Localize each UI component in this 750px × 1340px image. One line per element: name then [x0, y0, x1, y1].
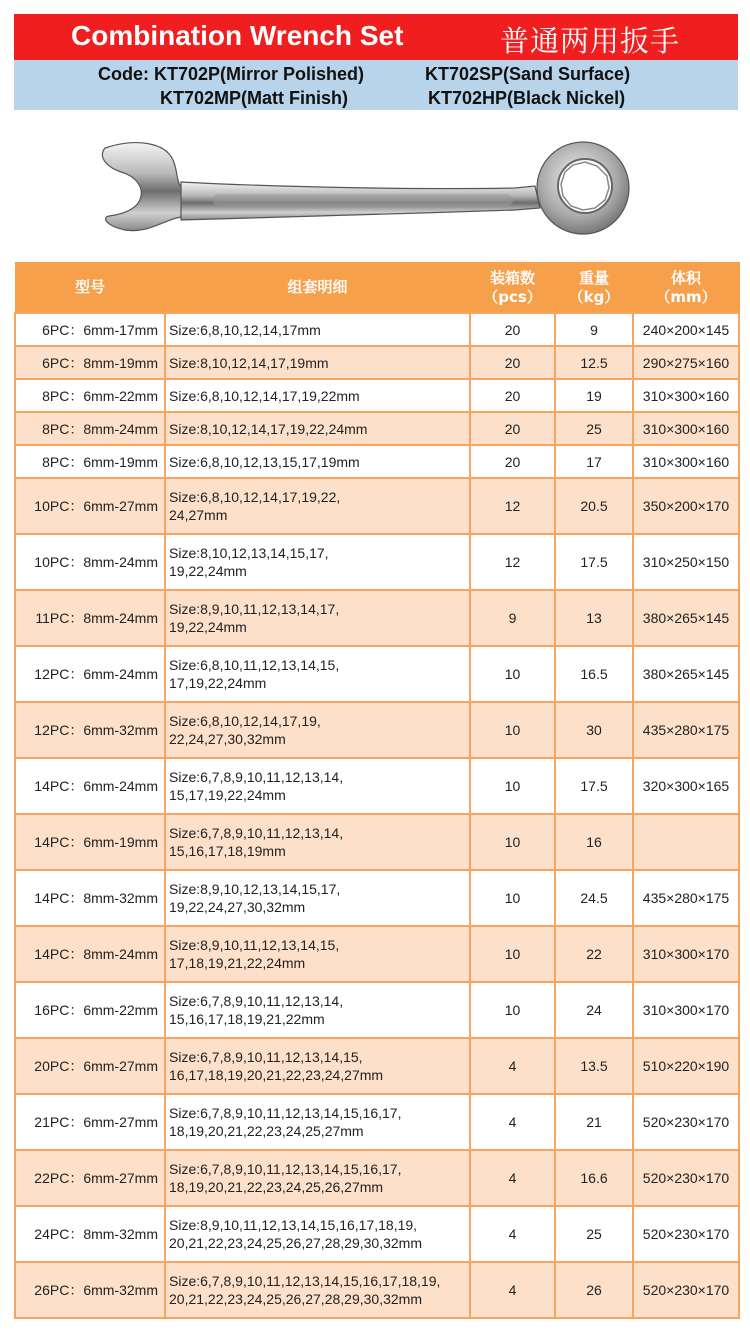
detail-line: Size:6,7,8,9,10,11,12,13,14,15,16,17,18,19, — [169, 1273, 441, 1289]
cell-detail — [165, 646, 470, 702]
cell-weight: 16 — [555, 814, 633, 870]
cell-detail — [165, 313, 470, 346]
detail-line: 15,16,17,18,19,21,22mm — [169, 1011, 325, 1027]
code-mirror-polished: Code: KT702P(Mirror Polished) — [98, 64, 365, 84]
cell-model: 24PC：8mm-32mm — [15, 1206, 165, 1262]
cell-weight: 21 — [555, 1094, 633, 1150]
detail-line: Size:6,8,10,12,14,17mm — [169, 321, 321, 338]
cell-volume — [633, 814, 739, 870]
cell-detail — [165, 982, 470, 1038]
cell-detail — [165, 590, 470, 646]
code-matt-finish: KT702MP(Matt Finish) — [160, 88, 349, 108]
detail-line: 18,19,20,21,22,23,24,25,26,27mm — [169, 1179, 384, 1195]
cell-detail — [165, 534, 470, 590]
header-model: 型号 — [15, 263, 165, 314]
cell-qty: 10 — [470, 982, 555, 1038]
table-row — [15, 1038, 739, 1094]
cell-volume: 520×230×170 — [633, 1150, 739, 1206]
table-row — [15, 982, 739, 1038]
table-row — [15, 870, 739, 926]
cell-volume: 510×220×190 — [633, 1038, 739, 1094]
table-row — [15, 702, 739, 758]
cell-detail — [165, 346, 470, 379]
table-row — [15, 412, 739, 445]
cell-volume: 320×300×165 — [633, 758, 739, 814]
detail-line: 17,18,19,21,22,24mm — [169, 955, 306, 971]
detail-line: Size:8,10,12,13,14,15,17, — [169, 545, 329, 561]
cell-weight: 9 — [555, 313, 633, 346]
cell-model: 14PC：6mm-19mm — [15, 814, 165, 870]
table-row — [15, 478, 739, 534]
cell-volume: 310×300×160 — [633, 412, 739, 445]
cell-detail — [165, 1094, 470, 1150]
detail-line: Size:8,9,10,12,13,14,15,17, — [169, 881, 341, 897]
cell-qty: 10 — [470, 814, 555, 870]
cell-qty: 10 — [470, 870, 555, 926]
cell-volume: 435×280×175 — [633, 702, 739, 758]
detail-line: Size:6,7,8,9,10,11,12,13,14, — [169, 825, 344, 841]
table-body — [15, 313, 739, 1318]
cell-weight: 17.5 — [555, 758, 633, 814]
cell-model: 11PC：8mm-24mm — [15, 590, 165, 646]
detail-line: Size:6,8,10,12,14,17,19,22mm — [169, 387, 360, 404]
cell-qty: 4 — [470, 1262, 555, 1318]
cell-qty: 9 — [470, 590, 555, 646]
cell-model: 8PC：8mm-24mm — [15, 412, 165, 445]
cell-volume: 310×250×150 — [633, 534, 739, 590]
cell-qty: 10 — [470, 758, 555, 814]
detail-line: Size:6,7,8,9,10,11,12,13,14,15,16,17, — [169, 1161, 402, 1177]
cell-qty: 4 — [470, 1206, 555, 1262]
cell-detail — [165, 870, 470, 926]
cell-weight: 26 — [555, 1262, 633, 1318]
cell-model: 10PC：8mm-24mm — [15, 534, 165, 590]
cell-qty: 20 — [470, 445, 555, 478]
detail-line: Size:6,8,10,12,13,15,17,19mm — [169, 453, 360, 470]
cell-weight: 16.6 — [555, 1150, 633, 1206]
cell-qty: 20 — [470, 346, 555, 379]
cell-qty: 20 — [470, 412, 555, 445]
cell-detail — [165, 926, 470, 982]
detail-line: 22,24,27,30,32mm — [169, 731, 286, 747]
detail-line: Size:6,7,8,9,10,11,12,13,14,15,16,17, — [169, 1105, 402, 1121]
cell-qty: 20 — [470, 313, 555, 346]
cell-weight: 17.5 — [555, 534, 633, 590]
table-row — [15, 814, 739, 870]
cell-weight: 20.5 — [555, 478, 633, 534]
cell-volume: 310×300×160 — [633, 379, 739, 412]
cell-volume: 380×265×145 — [633, 646, 739, 702]
cell-model: 10PC：6mm-27mm — [15, 478, 165, 534]
cell-volume: 435×280×175 — [633, 870, 739, 926]
table-row — [15, 1206, 739, 1262]
cell-weight: 22 — [555, 926, 633, 982]
detail-line: Size:6,7,8,9,10,11,12,13,14, — [169, 993, 344, 1009]
cell-detail — [165, 1038, 470, 1094]
cell-model: 12PC：6mm-32mm — [15, 702, 165, 758]
cell-model: 8PC：6mm-22mm — [15, 379, 165, 412]
cell-model: 22PC：6mm-27mm — [15, 1150, 165, 1206]
header-weight: 重量 （kg） — [555, 263, 633, 314]
detail-line: Size:8,9,10,11,12,13,14,15, — [169, 937, 340, 953]
detail-line: Size:6,8,10,12,14,17,19,22, — [169, 489, 341, 505]
detail-line: 18,19,20,21,22,23,24,25,27mm — [169, 1123, 364, 1139]
cell-volume: 310×300×170 — [633, 926, 739, 982]
detail-line: 15,17,19,22,24mm — [169, 787, 286, 803]
table-row — [15, 1262, 739, 1318]
detail-line: Size:8,10,12,14,17,19mm — [169, 354, 329, 371]
header-detail: 组套明细 — [165, 263, 470, 314]
cell-model: 12PC：6mm-24mm — [15, 646, 165, 702]
detail-line: 24,27mm — [169, 507, 228, 523]
cell-model: 8PC：6mm-19mm — [15, 445, 165, 478]
cell-qty: 4 — [470, 1038, 555, 1094]
title-banner — [14, 14, 738, 60]
detail-line: Size:8,9,10,11,12,13,14,17, — [169, 601, 340, 617]
code-black-nickel: KT702HP(Black Nickel) — [428, 88, 626, 108]
cell-volume: 380×265×145 — [633, 590, 739, 646]
cell-qty: 4 — [470, 1094, 555, 1150]
cell-qty: 20 — [470, 379, 555, 412]
cell-weight: 12.5 — [555, 346, 633, 379]
cell-weight: 30 — [555, 702, 633, 758]
product-code-banner — [14, 60, 738, 110]
detail-line: Size:6,8,10,11,12,13,14,15, — [169, 657, 340, 673]
detail-line: Size:6,7,8,9,10,11,12,13,14,15, — [169, 1049, 363, 1065]
cell-qty: 12 — [470, 478, 555, 534]
table-row — [15, 758, 739, 814]
cell-weight: 25 — [555, 412, 633, 445]
cell-weight: 25 — [555, 1206, 633, 1262]
header-qty: 装箱数 （pcs） — [470, 263, 555, 314]
code-sand-surface: KT702SP(Sand Surface) — [425, 64, 631, 84]
cell-detail — [165, 445, 470, 478]
cell-volume: 310×300×160 — [633, 445, 739, 478]
cell-detail — [165, 379, 470, 412]
cell-detail — [165, 1150, 470, 1206]
title-chinese: 普通两用扳手 — [500, 24, 681, 58]
cell-qty: 10 — [470, 646, 555, 702]
detail-line: Size:8,10,12,14,17,19,22,24mm — [169, 420, 368, 437]
cell-detail — [165, 412, 470, 445]
cell-model: 6PC：8mm-19mm — [15, 346, 165, 379]
table-row — [15, 445, 739, 478]
detail-line: 19,22,24mm — [169, 619, 247, 635]
detail-line: 19,22,24,27,30,32mm — [169, 899, 306, 915]
header-volume: 体积 （mm） — [633, 263, 739, 314]
cell-model: 21PC：6mm-27mm — [15, 1094, 165, 1150]
cell-model: 16PC：6mm-22mm — [15, 982, 165, 1038]
detail-line: 19,22,24mm — [169, 563, 247, 579]
cell-qty: 10 — [470, 926, 555, 982]
cell-model: 14PC：8mm-32mm — [15, 870, 165, 926]
cell-volume: 290×275×160 — [633, 346, 739, 379]
title-english: Combination Wrench Set — [71, 20, 404, 51]
detail-line: 20,21,22,23,24,25,26,27,28,29,30,32mm — [169, 1291, 422, 1307]
cell-qty: 10 — [470, 702, 555, 758]
detail-line: Size:6,7,8,9,10,11,12,13,14, — [169, 769, 344, 785]
detail-line: 17,19,22,24mm — [169, 675, 267, 691]
cell-weight: 16.5 — [555, 646, 633, 702]
cell-model: 14PC：6mm-24mm — [15, 758, 165, 814]
cell-qty: 4 — [470, 1150, 555, 1206]
table-row — [15, 534, 739, 590]
cell-detail — [165, 702, 470, 758]
cell-qty: 12 — [470, 534, 555, 590]
cell-detail — [165, 814, 470, 870]
cell-weight: 24.5 — [555, 870, 633, 926]
cell-model: 20PC：6mm-27mm — [15, 1038, 165, 1094]
table-row — [15, 926, 739, 982]
cell-volume: 520×230×170 — [633, 1206, 739, 1262]
spec-table — [14, 262, 740, 1319]
cell-model: 6PC：6mm-17mm — [15, 313, 165, 346]
cell-weight: 13 — [555, 590, 633, 646]
cell-model: 26PC：6mm-32mm — [15, 1262, 165, 1318]
table-row — [15, 346, 739, 379]
detail-line: Size:6,8,10,12,14,17,19, — [169, 713, 321, 729]
cell-volume: 520×230×170 — [633, 1262, 739, 1318]
cell-weight: 13.5 — [555, 1038, 633, 1094]
table-row — [15, 379, 739, 412]
cell-volume: 350×200×170 — [633, 478, 739, 534]
cell-volume: 520×230×170 — [633, 1094, 739, 1150]
detail-line: Size:8,9,10,11,12,13,14,15,16,17,18,19, — [169, 1217, 418, 1233]
combination-wrench-icon — [95, 138, 635, 238]
cell-detail — [165, 1206, 470, 1262]
cell-volume: 310×300×170 — [633, 982, 739, 1038]
cell-model: 14PC：8mm-24mm — [15, 926, 165, 982]
cell-detail — [165, 1262, 470, 1318]
table-row — [15, 646, 739, 702]
cell-detail — [165, 478, 470, 534]
cell-weight: 19 — [555, 379, 633, 412]
detail-line: 20,21,22,23,24,25,26,27,28,29,30,32mm — [169, 1235, 422, 1251]
table-row — [15, 1150, 739, 1206]
detail-line: 16,17,18,19,20,21,22,23,24,27mm — [169, 1067, 384, 1083]
table-row — [15, 590, 739, 646]
table-row — [15, 1094, 739, 1150]
cell-volume: 240×200×145 — [633, 313, 739, 346]
table-header-row — [15, 263, 739, 314]
detail-line: 15,16,17,18,19mm — [169, 843, 286, 859]
cell-detail — [165, 758, 470, 814]
cell-weight: 24 — [555, 982, 633, 1038]
table-row — [15, 313, 739, 346]
cell-weight: 17 — [555, 445, 633, 478]
